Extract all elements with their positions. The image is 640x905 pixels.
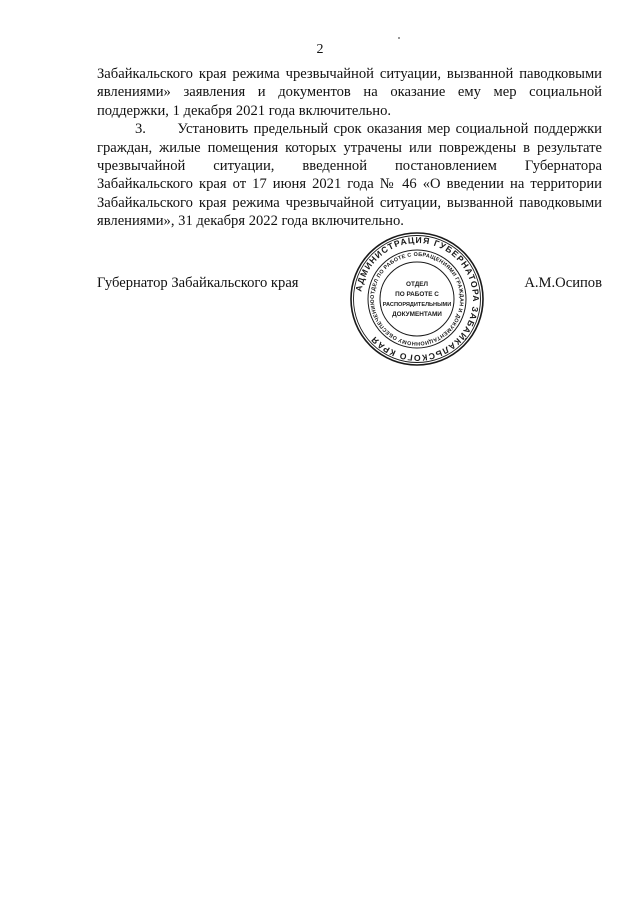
paragraph-3: 3. Установить предельный срок оказания мер социальной поддержки граждан, жилые помещения которых утрачены или повреждены в результате чрезвычайной ситуации, введенной постановлением Губернатора Забайкальского края от 17 июня 2021 года № 46 «О введении на территории Забайкальского края режима чрезвычайной ситуации, вызванной паводковыми явлениями», 31 декабря 2022 года включительно. [97, 121, 602, 230]
paragraph-continuation: Забайкальского края режима чрезвычайной ситуации, вызванной паводковыми явлениями» заявления и документов на оказание ему мер социальной поддержки, 1 декабря 2021 года включительно. [97, 66, 602, 119]
page-number: 2 [316, 42, 324, 57]
signer-name: А.М.Осипов [524, 275, 602, 291]
svg-text:ОТДЕЛ ПО РАБОТЕ С ОБРАЩЕНИЯМИ [370, 252, 464, 346]
seal-center-line-1: ОТДЕЛ [405, 281, 429, 288]
seal-outer-text: АДМИНИСТРАЦИЯ ГУБЕРНАТОРА ЗАБАЙКАЛЬСКОГО КРАЯ [353, 234, 482, 364]
seal-center-line-4: ДОКУМЕНТАМИ [392, 311, 442, 318]
seal-center-line-2: ПО РАБОТЕ С [395, 291, 439, 298]
signer-position: Губернатор Забайкальского края [97, 275, 299, 291]
seal-stamp-icon [348, 230, 486, 368]
scan-speck [398, 37, 400, 39]
official-seal [348, 230, 486, 368]
document-body [97, 65, 602, 231]
seal-inner-text: ОТДЕЛ ПО РАБОТЕ С ОБРАЩЕНИЯМИ ГРАЖДАН И ДОКУМЕНТАЦИОННОМУ ОБЕСПЕЧЕНИЮ [369, 251, 465, 347]
seal-center-line-3: РАСПОРЯДИТЕЛЬНЫМИ [382, 302, 452, 308]
